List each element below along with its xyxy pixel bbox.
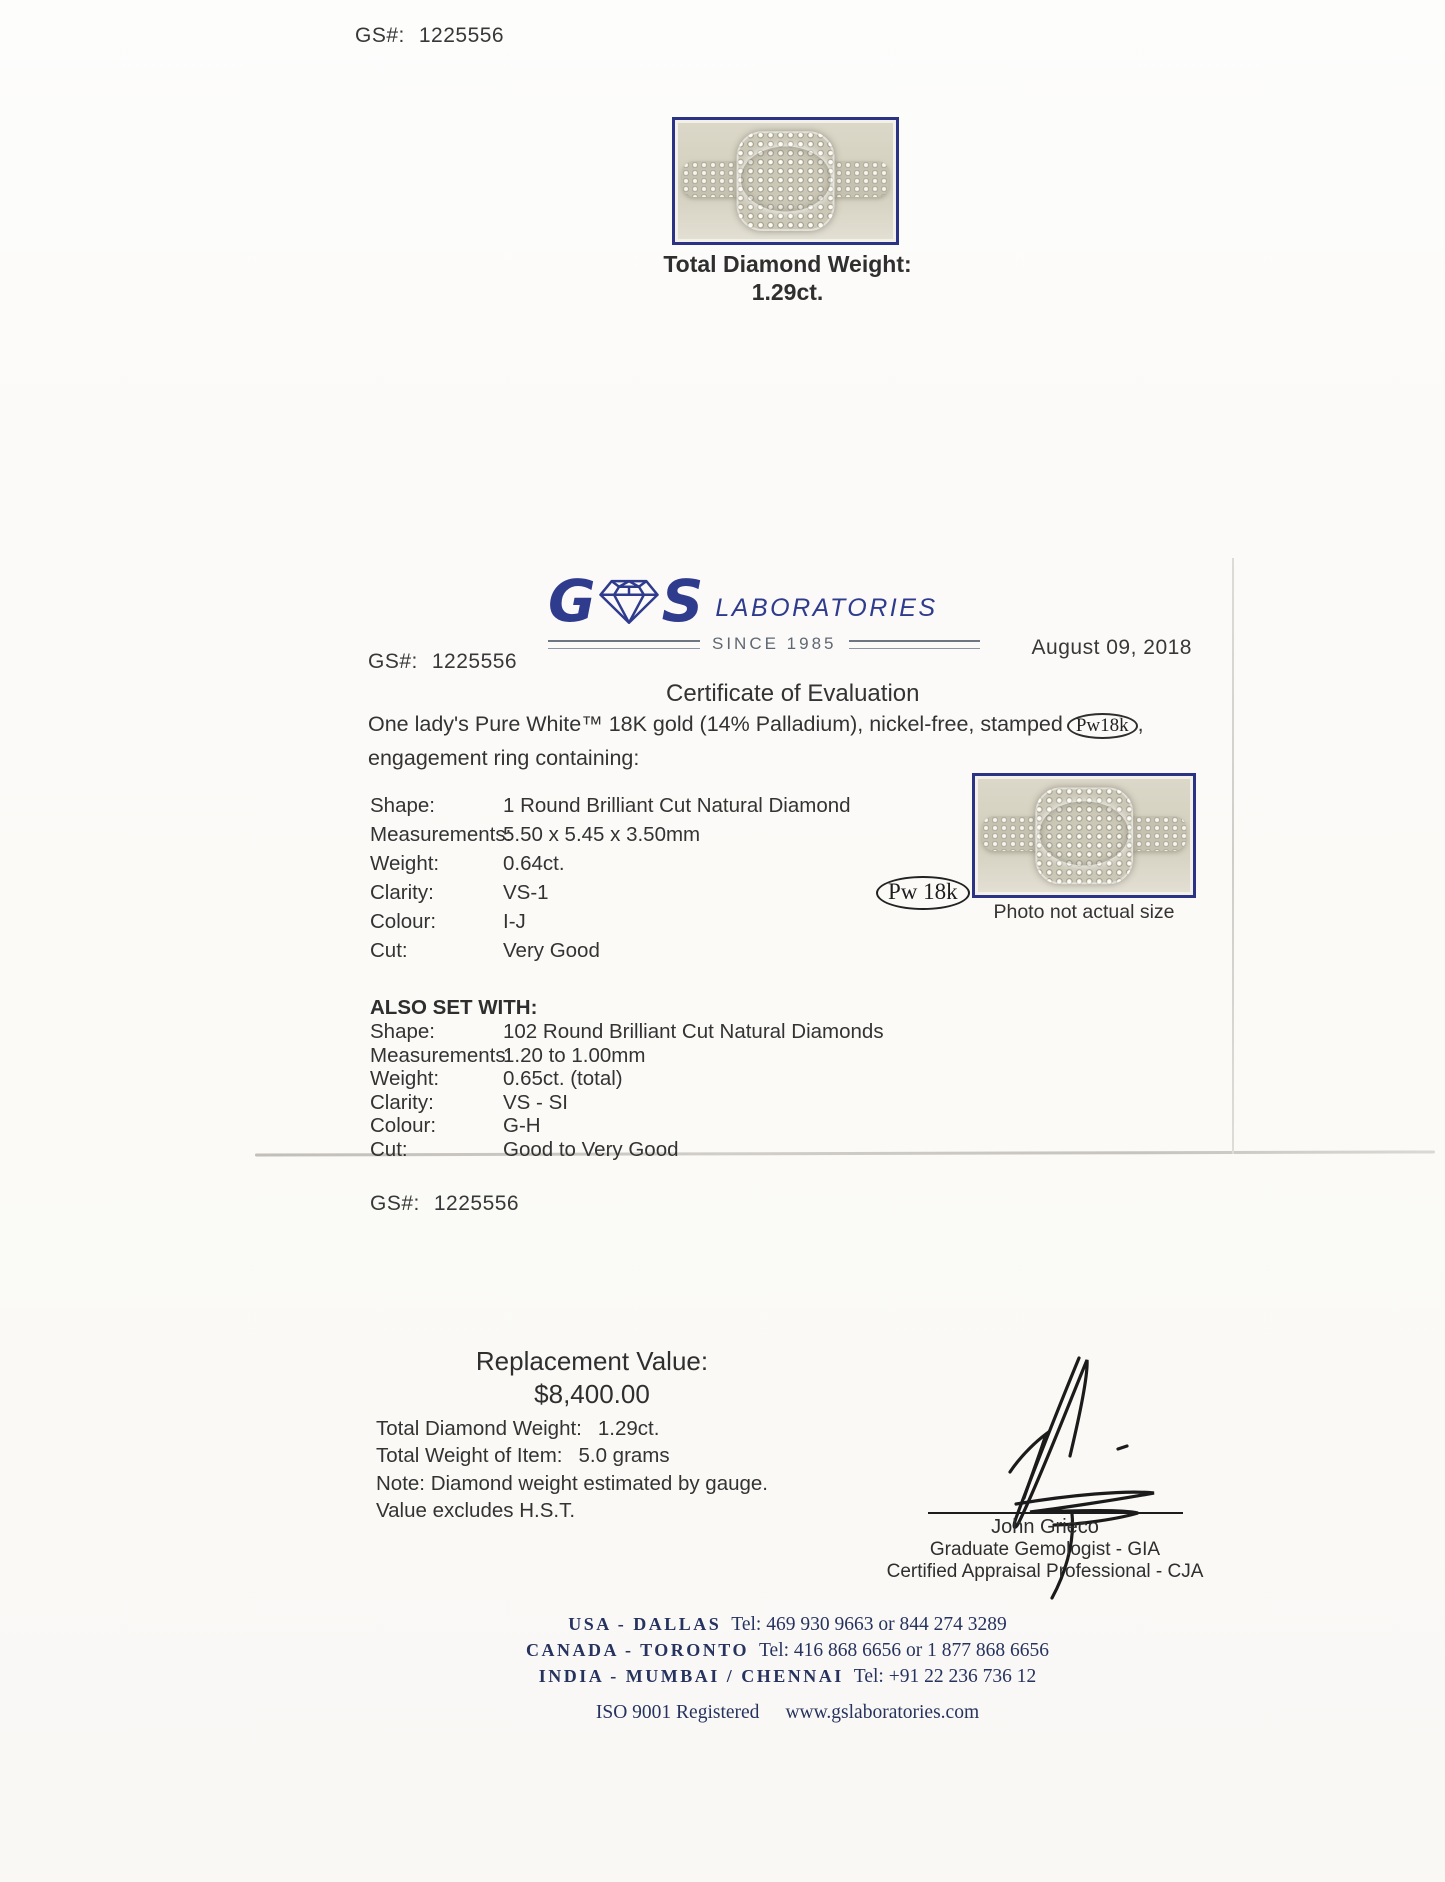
spec-label: Shape: xyxy=(370,1020,435,1043)
spec-value: 1.20 to 1.00mm xyxy=(503,1043,646,1067)
rule-right xyxy=(849,640,981,649)
table-row xyxy=(370,820,970,849)
evaluation-date: August 09, 2018 xyxy=(1031,636,1192,659)
spec-label: Weight: xyxy=(370,1067,440,1090)
spec-value: 0.65ct. (total) xyxy=(503,1067,623,1090)
replacement-value-block xyxy=(392,1345,792,1411)
gs-label: GS#: xyxy=(355,24,405,47)
spec-value: 102 Round Brilliant Cut Natural Diamonds xyxy=(503,1020,884,1043)
signatory-credential-1: Graduate Gemologist - GIA xyxy=(929,1539,1161,1560)
replacement-value-amount: $8,400.00 xyxy=(534,1379,650,1409)
spec-value: Good to Very Good xyxy=(503,1137,679,1161)
intro-comma: , xyxy=(1137,712,1144,736)
spec-label: Measurements: xyxy=(370,1043,512,1067)
website-url: www.gslaboratories.com xyxy=(785,1702,980,1723)
spec-label: Cut: xyxy=(370,1137,408,1161)
main-stone-table xyxy=(370,791,970,965)
total-diamond-weight-value: 1.29ct. xyxy=(597,1417,660,1440)
ring-photo-side xyxy=(972,773,1196,898)
footer-contact-block xyxy=(305,1612,1270,1724)
certificate-title: Certificate of Evaluation xyxy=(666,680,920,707)
gs-label: GS#: xyxy=(370,1192,420,1215)
ring-center-stone xyxy=(1039,802,1128,865)
gs-label: GS#: xyxy=(368,650,418,673)
spec-label: Shape: xyxy=(370,794,435,817)
spec-value: G-H xyxy=(503,1114,541,1137)
pw18k-inline-stamp: Pw18k xyxy=(1067,713,1138,739)
table-row xyxy=(370,1138,990,1162)
gs-number-value: 1225556 xyxy=(418,24,505,47)
signatory-block xyxy=(884,1516,1206,1583)
spec-label: Clarity: xyxy=(370,881,434,904)
table-row xyxy=(370,1091,990,1115)
tax-note: Value excludes H.S.T. xyxy=(376,1498,576,1522)
top-photo-caption xyxy=(640,250,935,306)
spec-label: Clarity: xyxy=(370,1090,434,1114)
total-diamond-weight-label: Total Diamond Weight: xyxy=(376,1417,582,1440)
signatory-name: John Grieco xyxy=(991,1516,1099,1538)
table-row xyxy=(370,1114,990,1138)
iso-registered: ISO 9001 Registered xyxy=(595,1702,760,1723)
paper-right-edge xyxy=(1232,558,1234,1154)
photo-disclaimer: Photo not actual size xyxy=(993,901,1175,923)
side-stones-table xyxy=(370,1020,990,1161)
office-usa xyxy=(305,1612,1270,1638)
ring-photo-image xyxy=(978,779,1190,892)
table-row xyxy=(370,907,970,936)
table-row xyxy=(370,849,970,878)
spec-label: Measurements: xyxy=(370,823,512,846)
table-row xyxy=(370,1020,990,1044)
replacement-value-label: Replacement Value: xyxy=(475,1346,709,1376)
spec-label: Colour: xyxy=(370,1114,437,1137)
office-location: USA - DALLAS xyxy=(568,1614,722,1634)
spec-label: Cut: xyxy=(370,939,408,962)
signature-line xyxy=(928,1512,1183,1514)
ring-photo-top xyxy=(672,117,899,245)
spec-label: Weight: xyxy=(370,852,440,875)
table-row xyxy=(370,1067,990,1091)
rule-left xyxy=(548,640,700,649)
spec-value: 1 Round Brilliant Cut Natural Diamond xyxy=(503,794,851,817)
gs-number-value: 1225556 xyxy=(433,1192,520,1215)
intro-text: One lady's Pure White™ 18K gold (14% Palladium), nickel-free, stamped xyxy=(368,712,1063,736)
gs-number-top xyxy=(355,24,504,48)
ring-center-stone xyxy=(740,146,830,211)
logo-letter-s: S xyxy=(661,567,702,635)
gs-number-bottom xyxy=(370,1192,519,1216)
gs-number-mid xyxy=(368,650,517,674)
total-item-weight-row xyxy=(376,1442,768,1469)
spec-label: Colour: xyxy=(370,910,437,933)
office-canada xyxy=(305,1638,1270,1664)
caption-line2: 1.29ct. xyxy=(751,279,824,305)
diamond-icon xyxy=(598,576,660,626)
office-location: INDIA - MUMBAI / CHENNAI xyxy=(538,1666,844,1686)
spec-value: I-J xyxy=(503,910,526,933)
office-india xyxy=(305,1664,1270,1690)
spec-value: VS - SI xyxy=(503,1090,568,1114)
logo-wordmark: LABORATORIES xyxy=(715,594,938,622)
table-row xyxy=(370,1044,990,1068)
gs-laboratories-logo xyxy=(548,567,980,654)
spec-value: Very Good xyxy=(503,939,600,962)
signatory-credential-2: Certified Appraisal Professional - CJA xyxy=(886,1561,1204,1582)
office-tel: Tel: +91 22 236 736 12 xyxy=(853,1666,1037,1687)
office-tel: Tel: 469 930 9663 or 844 274 3289 xyxy=(731,1614,1007,1635)
spec-value: 0.64ct. xyxy=(503,852,565,875)
intro-line2: engagement ring containing: xyxy=(368,746,640,770)
table-row xyxy=(370,936,970,965)
table-row xyxy=(370,791,970,820)
spec-value: 5.50 x 5.45 x 3.50mm xyxy=(503,823,701,846)
spec-value: VS-1 xyxy=(503,881,549,904)
ring-photo-image xyxy=(678,123,893,239)
office-tel: Tel: 416 868 6656 or 1 877 868 6656 xyxy=(759,1640,1050,1661)
total-item-weight-label: Total Weight of Item: xyxy=(376,1444,563,1468)
pw18k-stamp-oval: Pw 18k xyxy=(876,876,970,910)
intro-line1 xyxy=(368,708,1144,741)
valuation-totals xyxy=(376,1415,768,1524)
logo-letter-g: G xyxy=(548,567,594,635)
total-item-weight-value: 5.0 grams xyxy=(578,1444,670,1468)
gs-number-value: 1225556 xyxy=(431,650,518,673)
also-set-with-heading: ALSO SET WITH: xyxy=(370,996,538,1019)
gauge-note: Note: Diamond weight estimated by gauge. xyxy=(376,1471,769,1495)
caption-line1: Total Diamond Weight: xyxy=(663,251,912,277)
since-text: SINCE 1985 xyxy=(712,634,837,653)
total-diamond-weight-row xyxy=(376,1415,768,1442)
office-location: CANADA - TORONTO xyxy=(525,1640,749,1660)
iso-website-line xyxy=(305,1702,1270,1724)
